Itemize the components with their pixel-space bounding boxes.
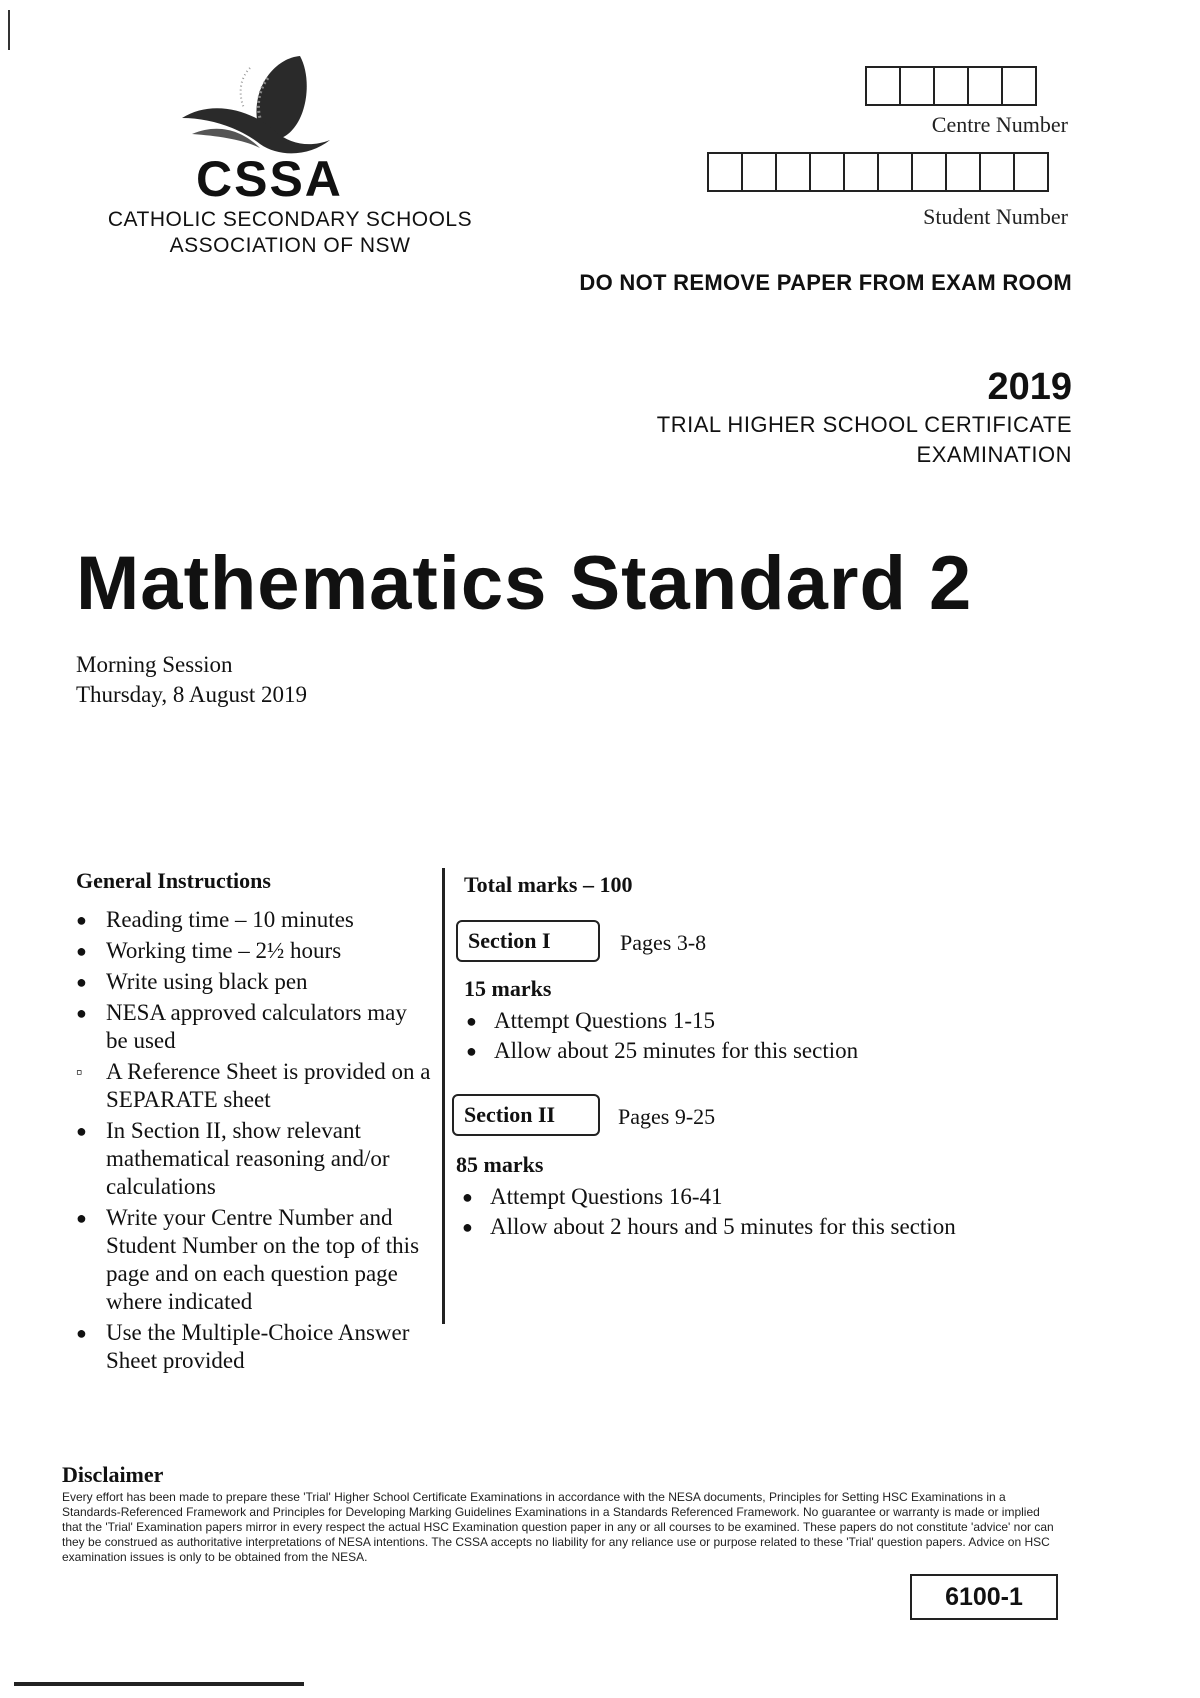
section-1-pages: Pages 3-8 bbox=[620, 930, 707, 955]
student-number-cell[interactable] bbox=[775, 152, 811, 192]
cssa-logo-text: CSSA bbox=[196, 151, 343, 207]
exam-type-line-2: EXAMINATION bbox=[916, 442, 1072, 467]
exam-session: Morning Session bbox=[76, 652, 233, 677]
centre-number-cell[interactable] bbox=[933, 66, 969, 106]
section-2-instructions bbox=[458, 1182, 956, 1242]
list-item: ● NESA approved calculators may be used bbox=[76, 1000, 407, 1053]
student-number-cell[interactable] bbox=[945, 152, 981, 192]
total-marks: Total marks – 100 bbox=[464, 872, 633, 897]
list-item: ● Write your Centre Number and Student Number on the top of this page and on each question page where indicated bbox=[76, 1205, 420, 1314]
section-2-marks: 85 marks bbox=[456, 1152, 544, 1177]
bullet-icon: ● bbox=[462, 1217, 473, 1237]
list-item: ● Attempt Questions 16-41 bbox=[458, 1182, 956, 1212]
general-instructions-heading: General Instructions bbox=[76, 868, 271, 893]
list-item: ▫ A Reference Sheet is provided on a SEPARATE sheet bbox=[76, 1059, 431, 1112]
paper-code: 6100-1 bbox=[910, 1574, 1058, 1620]
centre-number-boxes[interactable] bbox=[867, 66, 1037, 106]
student-number-label: Student Number bbox=[923, 204, 1068, 229]
page-title: Mathematics Standard 2 bbox=[76, 541, 973, 626]
section-1-label: Section I bbox=[456, 920, 600, 962]
bullet-icon: ▫ bbox=[76, 1062, 83, 1082]
bullet-icon: ● bbox=[76, 1208, 87, 1228]
bullet-icon: ● bbox=[76, 972, 87, 992]
section-1-instructions bbox=[462, 1006, 858, 1066]
disclaimer-text: Every effort has been made to prepare these 'Trial' Higher School Certificate Examinations in accordance with the NESA documents, Principles for Setting HSC Examinations in a Standards-Referenced Framework and Principles for Developing Marking Guidelines Examinations in a Standards Referenced Framework. No guarantee or warranty is made or implied that the 'Trial' Examination papers mirror in every respect the actual HSC Examination question paper in any or all courses to be examined. These papers do not constitute 'advice' nor can they be construed as authoritative interpretations of NESA intentions. The CSSA accepts no liability for any reliance use or purpose related to these 'Trial' question papers. Advice on HSC examination issues is only to be obtained from the NESA. bbox=[62, 1490, 1054, 1564]
student-number-cell[interactable] bbox=[809, 152, 845, 192]
centre-number-cell[interactable] bbox=[899, 66, 935, 106]
list-item: ● Use the Multiple-Choice Answer Sheet provided bbox=[76, 1320, 410, 1373]
bullet-icon: ● bbox=[76, 1121, 87, 1141]
list-item: ● Allow about 2 hours and 5 minutes for this section bbox=[458, 1212, 956, 1242]
bullet-icon: ● bbox=[462, 1187, 473, 1207]
student-number-cell[interactable] bbox=[911, 152, 947, 192]
list-item: ● Attempt Questions 1-15 bbox=[462, 1006, 858, 1036]
student-number-cell[interactable] bbox=[843, 152, 879, 192]
exam-date: Thursday, 8 August 2019 bbox=[76, 682, 308, 707]
list-item: ● Allow about 25 minutes for this section bbox=[462, 1036, 858, 1066]
centre-number-cell[interactable] bbox=[967, 66, 1003, 106]
exam-year: 2019 bbox=[987, 366, 1072, 408]
bullet-icon: ● bbox=[76, 941, 87, 961]
list-item: ● In Section II, show relevant mathematical reasoning and/or calculations bbox=[76, 1118, 390, 1199]
general-instructions-list bbox=[72, 906, 432, 1378]
disclaimer-heading: Disclaimer bbox=[62, 1462, 164, 1487]
section-1-marks: 15 marks bbox=[464, 976, 552, 1001]
list-item: ● Write using black pen bbox=[76, 969, 308, 994]
bullet-icon: ● bbox=[76, 1003, 87, 1023]
centre-number-label: Centre Number bbox=[931, 112, 1068, 137]
centre-number-cell[interactable] bbox=[1001, 66, 1037, 106]
centre-number-cell[interactable] bbox=[865, 66, 901, 106]
section-2-label: Section II bbox=[452, 1094, 600, 1136]
student-number-cell[interactable] bbox=[1013, 152, 1049, 192]
footer-rule bbox=[14, 1682, 304, 1686]
student-number-cell[interactable] bbox=[979, 152, 1015, 192]
column-divider bbox=[442, 868, 445, 1324]
exam-type-line-1: TRIAL HIGHER SCHOOL CERTIFICATE bbox=[656, 412, 1072, 437]
list-item: ● Working time – 2½ hours bbox=[76, 938, 342, 963]
scan-edge-mark bbox=[8, 10, 10, 50]
association-name-line-1: CATHOLIC SECONDARY SCHOOLS bbox=[107, 208, 473, 231]
list-item: ● Reading time – 10 minutes bbox=[76, 907, 354, 932]
bullet-icon: ● bbox=[466, 1041, 477, 1061]
bullet-icon: ● bbox=[76, 910, 87, 930]
bullet-icon: ● bbox=[76, 1323, 87, 1343]
exam-room-warning: DO NOT REMOVE PAPER FROM EXAM ROOM bbox=[579, 270, 1072, 295]
student-number-boxes[interactable] bbox=[709, 152, 1049, 192]
section-2-pages: Pages 9-25 bbox=[618, 1104, 716, 1129]
bullet-icon: ● bbox=[466, 1011, 477, 1031]
student-number-cell[interactable] bbox=[741, 152, 777, 192]
association-name-line-2: ASSOCIATION OF NSW bbox=[169, 234, 411, 257]
student-number-cell[interactable] bbox=[707, 152, 743, 192]
student-number-cell[interactable] bbox=[877, 152, 913, 192]
